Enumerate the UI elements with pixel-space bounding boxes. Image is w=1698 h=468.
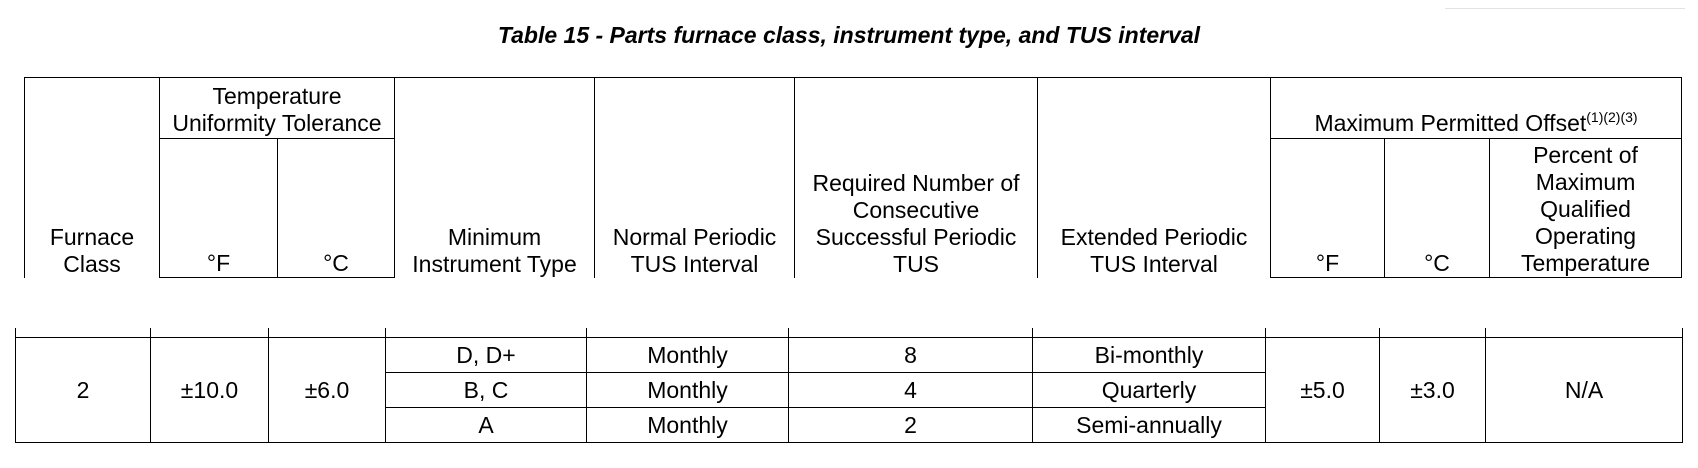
cell-normal-interval: Monthly (587, 338, 789, 373)
header-offset-f: °F (1271, 139, 1385, 278)
cell-required-number: 8 (789, 338, 1033, 373)
cell-normal-interval: Monthly (587, 408, 789, 443)
table-title: Table 15 - Parts furnace class, instrument type, and TUS interval (497, 22, 1201, 48)
decorative-rule (1445, 8, 1685, 9)
footnote-refs: (1)(2)(3) (1586, 109, 1638, 125)
cell-offset-f: ±5.0 (1266, 338, 1380, 443)
table-header (24, 77, 1682, 278)
header-offset-percent: Percent of Maximum Qualified Operating Temperature (1490, 139, 1682, 278)
header-max-offset: Maximum Permitted Offset$^{(1)(2)(3)}$ (1271, 78, 1682, 139)
cell-instrument: B, C (386, 373, 587, 408)
header-min-instrument: Minimum Instrument Type (395, 78, 595, 278)
header-required-number: Required Number of Consecutive Successful Periodic TUS (795, 78, 1038, 278)
cell-tolerance-c: ±6.0 (269, 338, 386, 443)
cell-furnace-class: 2 (16, 338, 151, 443)
table-row (16, 338, 1683, 373)
cell-required-number: 4 (789, 373, 1033, 408)
cell-required-number: 2 (789, 408, 1033, 443)
header-tolerance-f: °F (160, 139, 278, 278)
cell-instrument: A (386, 408, 587, 443)
header-offset-c: °C (1385, 139, 1490, 278)
cell-normal-interval: Monthly (587, 373, 789, 408)
cell-extended-interval: Quarterly (1033, 373, 1266, 408)
table-body (15, 328, 1683, 443)
cell-offset-percent: N/A (1486, 338, 1683, 443)
header-normal-interval: Normal Periodic TUS Interval (595, 78, 795, 278)
cell-extended-interval: Semi-annually (1033, 408, 1266, 443)
header-furnace-class: Furnace Class (25, 78, 160, 278)
cell-instrument: D, D+ (386, 338, 587, 373)
cell-extended-interval: Bi-monthly (1033, 338, 1266, 373)
header-tolerance-c: °C (278, 139, 395, 278)
header-extended-interval: Extended Periodic TUS Interval (1038, 78, 1271, 278)
cell-offset-c: ±3.0 (1380, 338, 1486, 443)
clipped-row (16, 328, 1683, 338)
cell-tolerance-f: ±10.0 (151, 338, 269, 443)
header-uniformity-tolerance: Temperature Uniformity Tolerance (160, 78, 395, 139)
